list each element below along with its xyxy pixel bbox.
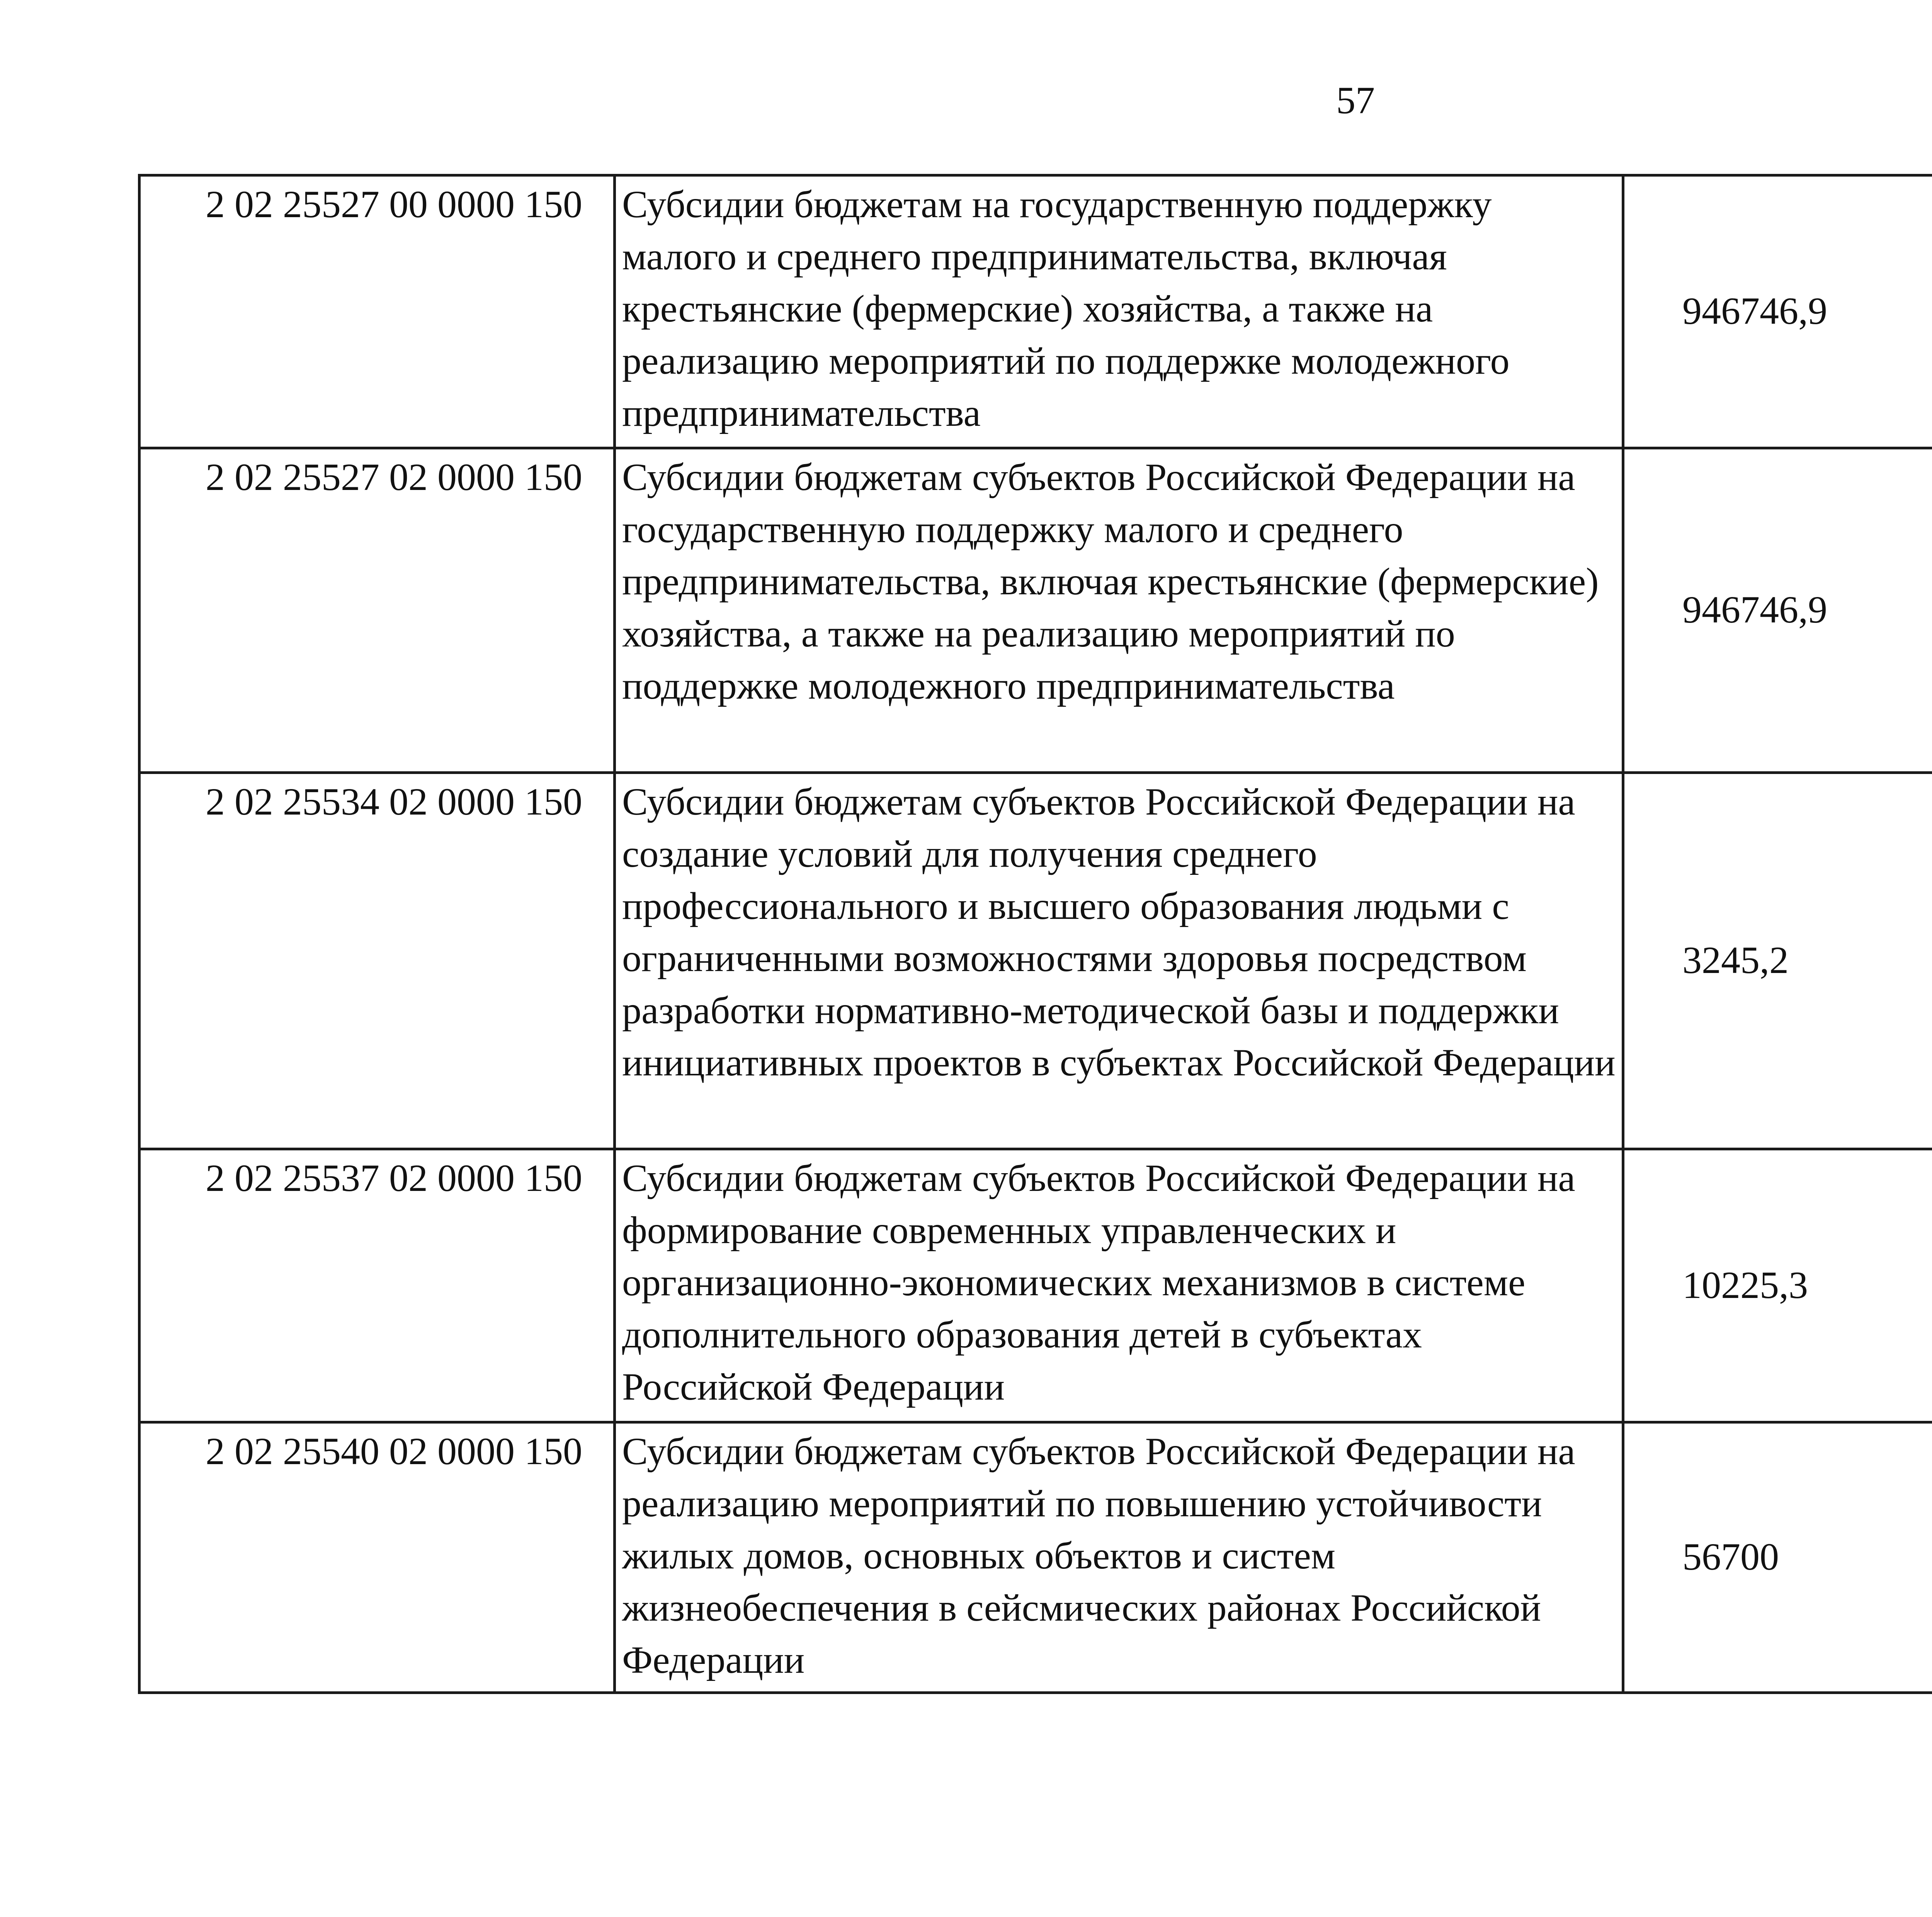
table-row (139, 175, 1932, 448)
description-cell: Субсидии бюджетам субъектов Российской Федерации на реализацию мероприятий по повышению устойчивости жилых домов, основных объектов и систем жизнеобеспечения в сейсмических районах Российской Федерации (615, 1422, 1623, 1693)
budget-code-cell: 2 02 25527 00 0000 150 (139, 175, 615, 448)
budget-code-cell: 2 02 25534 02 0000 150 (139, 773, 615, 1149)
description-cell: Субсидии бюджетам субъектов Российской Федерации на государственную поддержку малого и среднего предпринимательства, включая крестьянские (фермерские) хозяйства, а также на реализацию мероприятий по поддержке молодежного предпринимательства (615, 448, 1623, 773)
budget-code-cell: 2 02 25527 02 0000 150 (139, 448, 615, 773)
year1-amount-cell: 946746,9 (1623, 175, 1932, 448)
table-row (139, 1149, 1932, 1422)
budget-code-cell: 2 02 25537 02 0000 150 (139, 1149, 615, 1422)
table-row (139, 448, 1932, 773)
year1-amount-cell: 946746,9 (1623, 448, 1932, 773)
year1-amount-cell: 10225,3 (1623, 1149, 1932, 1422)
page-number: 57 (1336, 79, 1375, 122)
budget-code-cell: 2 02 25540 02 0000 150 (139, 1422, 615, 1693)
table-row (139, 1422, 1932, 1693)
description-cell: Субсидии бюджетам субъектов Российской Федерации на создание условий для получения среднего профессионального и высшего образования людьми с ограниченными возможностями здоровья посредством разработки нормативно-методической базы и поддержки инициативных проектов в субъектах Российской Федерации (615, 773, 1623, 1149)
budget-table (138, 174, 1932, 1694)
year1-amount-cell: 3245,2 (1623, 773, 1932, 1149)
table-row (139, 773, 1932, 1149)
description-cell: Субсидии бюджетам на государственную поддержку малого и среднего предпринимательства, включая крестьянские (фермерские) хозяйства, а также на реализацию мероприятий по поддержке молодежного предпринимательства (615, 175, 1623, 448)
description-cell: Субсидии бюджетам субъектов Российской Федерации на формирование современных управленческих и организационно-экономических механизмов в системе дополнительного образования детей в субъектах Российской Федерации (615, 1149, 1623, 1422)
year1-amount-cell: 56700 (1623, 1422, 1932, 1693)
